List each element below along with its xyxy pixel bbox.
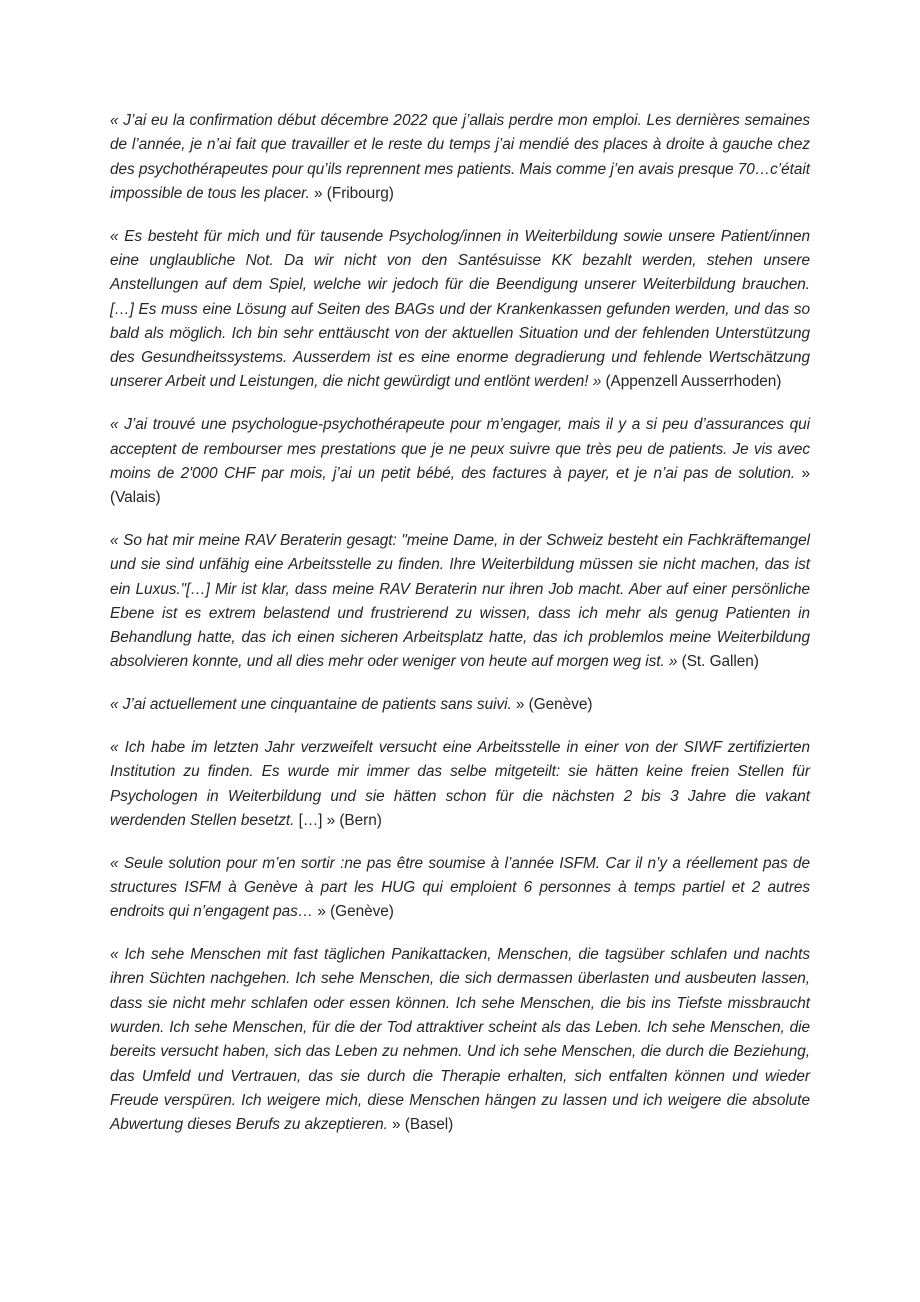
quote-text: « J’ai actuellement une cinquantaine de patients sans suivi. [110, 696, 512, 714]
quote-source: » (Genève) [511, 696, 593, 714]
quote-text: « Es besteht für mich und für tausende Psycholog/innen in Weiterbildung sowie unsere Patient/innen eine unglaubliche Not. Da wir nicht von den Santésuisse KK bezahlt werden, stehen unsere Anstellungen auf dem Spiel, welche wir jedoch für die Beendigung unserer Weiterbildung brauchen. […] Es muss eine Lösung auf Seiten des BAGs und der Krankenkassen gefunden werden, und das so bald als möglich. Ich bin sehr enttäuscht von der aktuellen Situation und der fehlenden Unterstützung des Gesundheitssystems. Ausserdem ist es eine enorme degradierung und fehlende Wertschätzung unserer Arbeit und Leistungen, die nicht gewürdigt und entlönt werden! » [110, 227, 810, 391]
quote-appenzell [110, 225, 810, 395]
quote-source: » (Fribourg) [309, 184, 394, 202]
quote-st-gallen [110, 529, 810, 675]
quote-source: » (Basel) [387, 1116, 454, 1134]
quote-source: (Appenzell Ausserrhoden) [601, 373, 782, 391]
quotes-section [110, 109, 810, 1156]
quote-text: « J’ai eu la confirmation début décembre 2022 que j’allais perdre mon emploi. Les dernières semaines de l’année, je n’ai fait que travailler et le reste du temps j’ai mendié des places à droite à gauche chez des psychothérapeutes pour qu’ils reprennent mes patients. Mais comme j’en avais presque 70…c’était impossible de tous les placer. [110, 112, 810, 202]
quote-basel [110, 943, 810, 1137]
quote-text: « Ich habe im letzten Jahr verzweifelt versucht eine Arbeitsstelle in einer von der SIWF zertifizierten Institution zu finden. Es wurde mir immer das selbe mitgeteilt: sie hätten keine freien Stellen für Psychologen in Weiterbildung und sie hätten schon für die nächsten 2 bis 3 Jahre die vakant werdenden Stellen besetzt. [110, 739, 810, 829]
quote-text: « Ich sehe Menschen mit fast täglichen Panikattacken, Menschen, die tagsüber schlafen und nachts ihren Süchten nachgehen. Ich sehe Menschen, die sich dermassen überlasten und ausbeuten lassen, dass sie nicht mehr schlafen oder essen können. Ich sehe Menschen, die bis ins Tiefste missbraucht wurden. Ich sehe Menschen, für die der Tod attraktiver scheint als das Leben. Ich sehe Menschen, die bereits versucht haben, sich das Leben zu nehmen. Und ich sehe Menschen, die durch die Beziehung, das Umfeld und Vertrauen, das sie durch die Therapie erhalten, sich entfalten können und wieder Freude verspüren. Ich weigere mich, diese Menschen hängen zu lassen und ich weigere die absolute Abwertung dieses Berufs zu akzeptieren. [110, 946, 810, 1134]
quote-geneve-2 [110, 852, 810, 925]
quote-geneve-1 [110, 693, 810, 717]
quote-bern [110, 736, 810, 833]
quote-source: […] » (Bern) [294, 811, 382, 829]
quote-text: « Seule solution pour m’en sortir :ne pas être soumise à l’année ISFM. Car il n’y a réellement pas de structures ISFM à Genève à part les HUG qui emploient 6 personnes à temps partiel et 2 autres endroits qui n’engagent pas… [110, 854, 810, 921]
quote-text: « J’ai trouvé une psychologue-psychothérapeute pour m’engager, mais il y a si peu d’assurances qui acceptent de rembourser mes prestations que je ne peux suivre que très peu de patients. Je vis avec moins de 2'000 CHF par mois, j’ai un petit bébé, des factures à payer, et je n’ai pas de solution. [110, 416, 810, 482]
quote-text: « So hat mir meine RAV Beraterin gesagt: "meine Dame, in der Schweiz besteht ein Fachkräftemangel und sie sind unfähig eine Arbeitsstelle zu finden. Ihre Weiterbildung müssen sie nicht machen, das ist ein Luxus."[…] Mir ist klar, dass meine RAV Beraterin nur ihren Job macht. Aber auf einer persönliche Ebene ist es extrem belastend und frustrierend zu wissen, dass ich mehr als genug Patienten in Behandlung hatte, das ich einen sicheren Arbeitsplatz hatte, das ich problemlos meine Weiterbildung absolvieren konnte, und all dies mehr oder weniger von heute auf morgen weg ist. » [110, 531, 810, 671]
quote-source: (St. Gallen) [677, 653, 759, 671]
quote-fribourg [110, 109, 810, 206]
quote-source: » (Valais) [110, 464, 810, 507]
quote-source: » (Genève) [313, 903, 394, 921]
quote-valais [110, 413, 810, 510]
